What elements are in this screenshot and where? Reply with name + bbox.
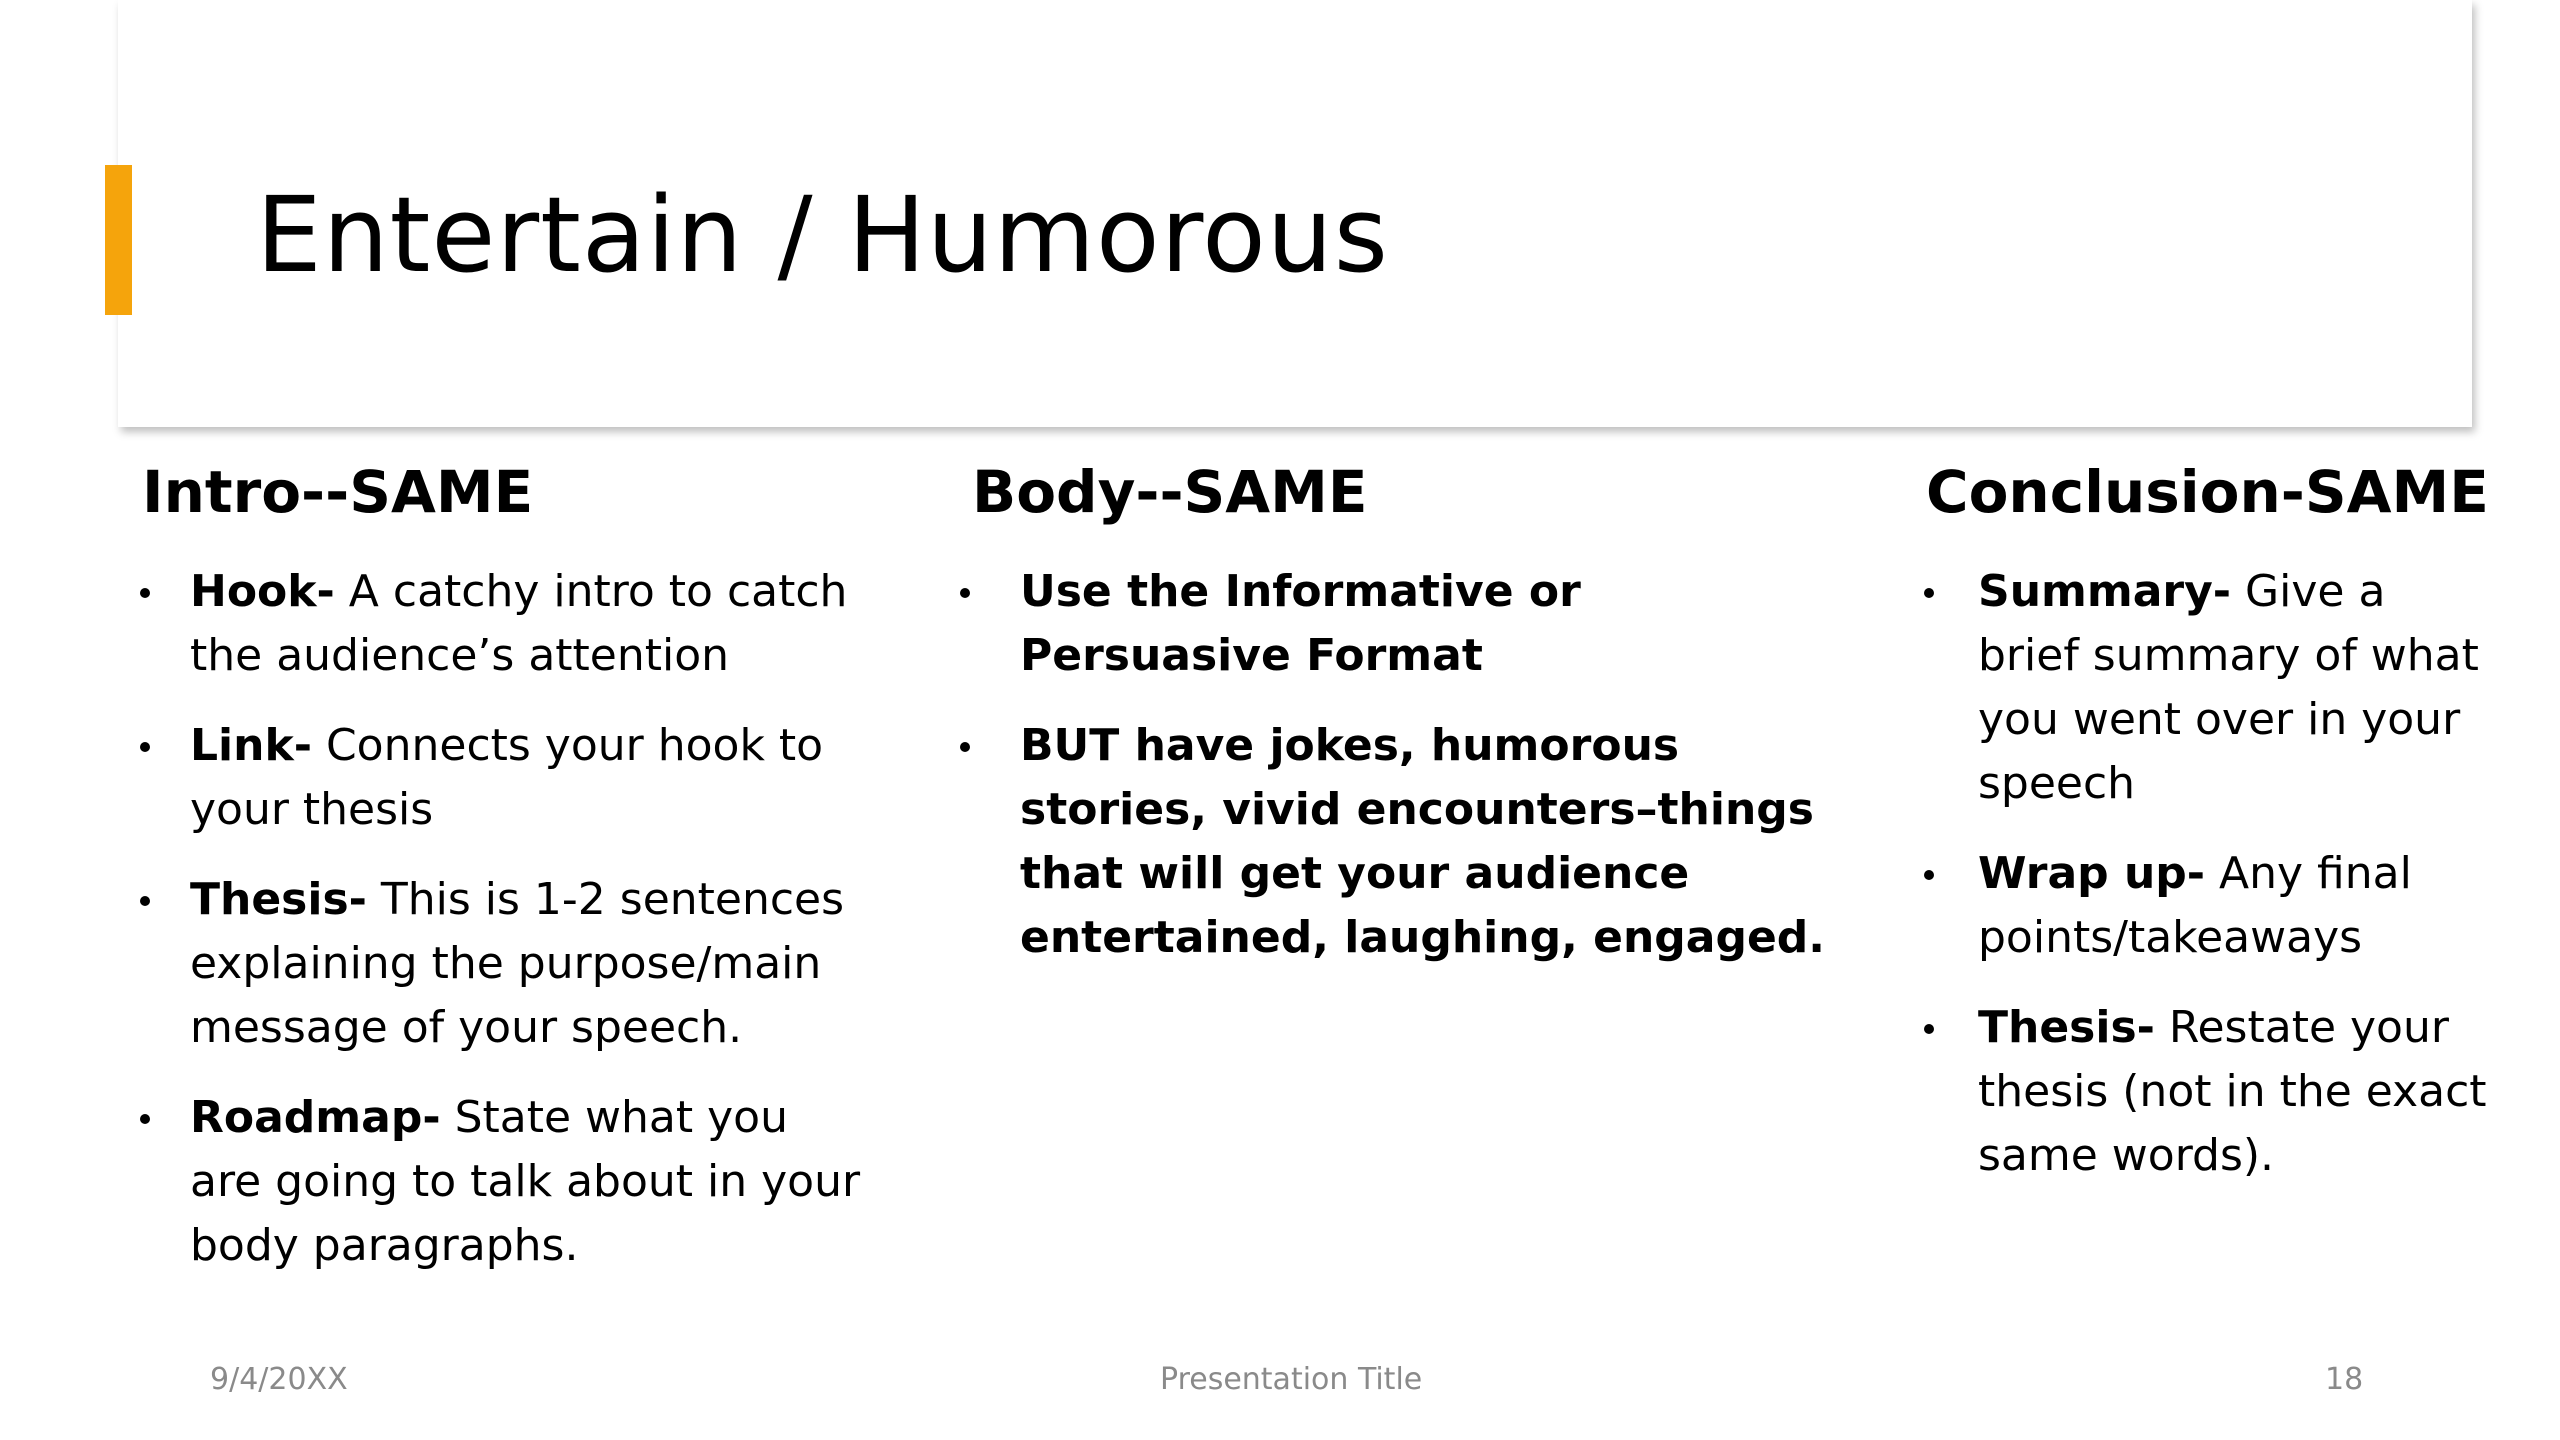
bullet-text: Restate your thesis (not in the exact same words). [1978,1002,2487,1181]
bullet-term: Roadmap- [190,1092,441,1143]
intro-heading: Intro--SAME [142,458,534,526]
footer-date: 9/4/20XX [210,1362,348,1397]
footer-presentation-title: Presentation Title [1160,1362,1423,1397]
bullet-term: Thesis- [1978,1002,2155,1053]
bullet-text: This is 1-2 sentences explaining the purpose/main message of your speech. [190,874,845,1053]
conclusion-column [1926,452,2496,1214]
body-bullet-humor [972,714,1862,970]
bullet-text: Give a brief summary of what you went over in your speech [1978,566,2479,809]
body-heading: Body--SAME [972,458,1368,526]
intro-bullet-list [142,560,862,1278]
intro-column [142,452,862,1304]
intro-bullet-thesis [142,868,862,1060]
intro-bullet-link [142,714,862,842]
body-column [972,452,1862,996]
intro-bullet-roadmap [142,1086,862,1278]
bullet-text: Any final points/takeaways [1978,848,2412,963]
bullet-text: BUT have jokes, humorous stories, vivid encounters–things that will get your audience entertained, laughing, engaged. [1020,720,1825,963]
bullet-text: Use the Informative or Persuasive Format [1020,566,1581,681]
conclusion-bullet-wrap-up [1926,842,2496,970]
slide-title: Entertain / Humorous [256,174,1389,296]
conclusion-bullet-thesis [1926,996,2496,1188]
bullet-text: State what you are going to talk about in your body paragraphs. [190,1092,861,1271]
body-bullet-list [972,560,1862,970]
bullet-term: Summary- [1978,566,2232,617]
conclusion-bullet-summary [1926,560,2496,816]
body-bullet-format [972,560,1862,688]
intro-bullet-hook [142,560,862,688]
bullet-text: A catchy intro to catch the audience’s attention [190,566,848,681]
conclusion-bullet-list [1926,560,2496,1188]
accent-bar [105,165,132,315]
bullet-term: Thesis- [190,874,367,925]
bullet-text: Connects your hook to your thesis [190,720,824,835]
footer-page-number: 18 [2325,1362,2364,1397]
conclusion-heading: Conclusion-SAME [1926,458,2489,526]
bullet-term: Wrap up- [1978,848,2206,899]
bullet-term: Hook- [190,566,335,617]
bullet-term: Link- [190,720,312,771]
